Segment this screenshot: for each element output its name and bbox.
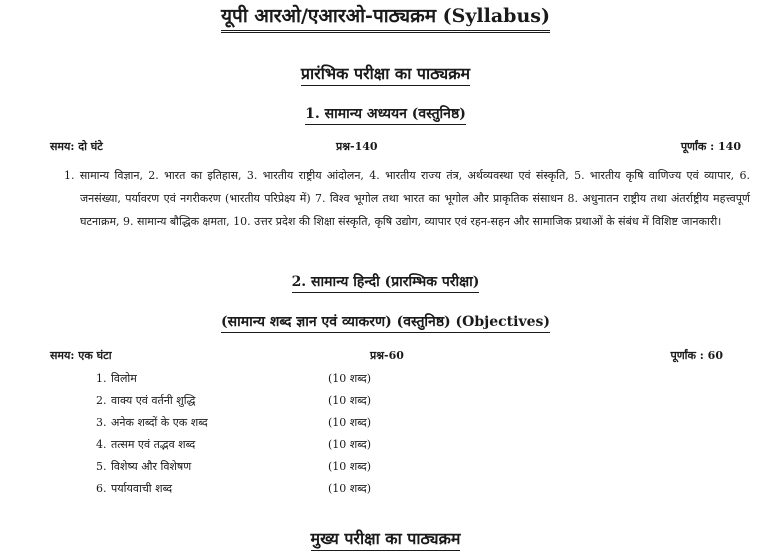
topic-word-count: (10 शब्द): [328, 416, 372, 429]
section2-subheading: [0, 312, 771, 333]
prelim-heading: [0, 62, 771, 86]
topic-word-count: (10 शब्द): [328, 482, 372, 495]
section2-heading: [0, 272, 771, 293]
topic-name: अनेक शब्दों के एक शब्द: [111, 416, 208, 429]
section2-questions: प्रश्न-60: [370, 349, 404, 362]
page-title-text: यूपी आरओ/एआरओ-पाठ्यक्रम (Syllabus): [221, 2, 550, 33]
prelim-heading-text: प्रारंभिक परीक्षा का पाठ्यक्रम: [301, 62, 470, 86]
topic-name: विशेष्य और विशेषण: [111, 460, 192, 473]
topic-word-count: (10 शब्द): [328, 438, 372, 451]
list-item: [96, 412, 496, 434]
list-item: [96, 478, 496, 500]
topic-name: पर्यायवाची शब्द: [111, 482, 173, 495]
mains-heading-text: मुख्य परीक्षा का पाठ्यक्रम: [311, 527, 461, 551]
topic-number: 2.: [96, 394, 107, 407]
list-item: [96, 434, 496, 456]
topic-word-count: (10 शब्द): [328, 460, 372, 473]
topic-number: 3.: [96, 416, 107, 429]
topic-name: विलोम: [111, 372, 137, 385]
section2-heading-text: 2. सामान्य हिन्दी (प्रारम्भिक परीक्षा): [292, 272, 480, 293]
topic-word-count: (10 शब्द): [328, 372, 372, 385]
topic-number: 1.: [96, 372, 107, 385]
section2-subheading-text: (सामान्य शब्द ज्ञान एवं व्याकरण) (वस्तुनिष्ठ) (Objectives): [221, 312, 550, 333]
section2-marks: पूर्णांक : 60: [670, 349, 723, 362]
section1-content: 1. सामान्य विज्ञान, 2. भारत का इतिहास, 3. भारतीय राष्ट्रीय आंदोलन, 4. भारतीय राज्य तंत्र, अर्थव्यवस्था एवं संस्कृति, 5. भारतीय कृषि वाणिज्य एवं व्यापार, 6. जनसंख्या, पर्यावरण एवं नगरीकरण (भारतीय परिप्रेक्ष्य में) 7. विश्व भूगोल तथा भारत का भूगोल और प्राकृतिक संसाधन 8. अधुनातन राष्ट्रीय तथा अंतर्राष्ट्रीय महत्त्वपूर्ण घटनाक्रम, 9. सामान्य बौद्धिक क्षमता, 10. उत्तर प्रदेश की शिक्षा संस्कृति, कृषि उद्योग, व्यापार एवं रहन-सहन और सामाजिक प्रथाओं के संबंध में विशिष्ट जानकारी।: [64, 169, 750, 228]
topic-name: तत्सम एवं तद्भव शब्द: [111, 438, 196, 451]
section1-marks: पूर्णांक : 140: [680, 140, 741, 153]
topic-number: 4.: [96, 438, 107, 451]
page-title: [0, 2, 771, 33]
topic-number: 6.: [96, 482, 107, 495]
list-item: [96, 456, 496, 478]
topic-name: वाक्य एवं वर्तनी शुद्धि: [111, 394, 196, 407]
topic-number: 5.: [96, 460, 107, 473]
section1-heading-text: 1. सामान्य अध्ययन (वस्तुनिष्ठ): [305, 104, 466, 125]
list-item: [96, 368, 496, 390]
mains-heading: [0, 527, 771, 551]
topic-list: [96, 368, 496, 500]
section2-time: समय: एक घंटा: [50, 349, 112, 362]
section1-questions: प्रश्न-140: [336, 140, 378, 153]
topic-word-count: (10 शब्द): [328, 394, 372, 407]
list-item: [96, 390, 496, 412]
section1-time: समय: दो घंटे: [50, 140, 103, 153]
section1-heading: [0, 104, 771, 125]
